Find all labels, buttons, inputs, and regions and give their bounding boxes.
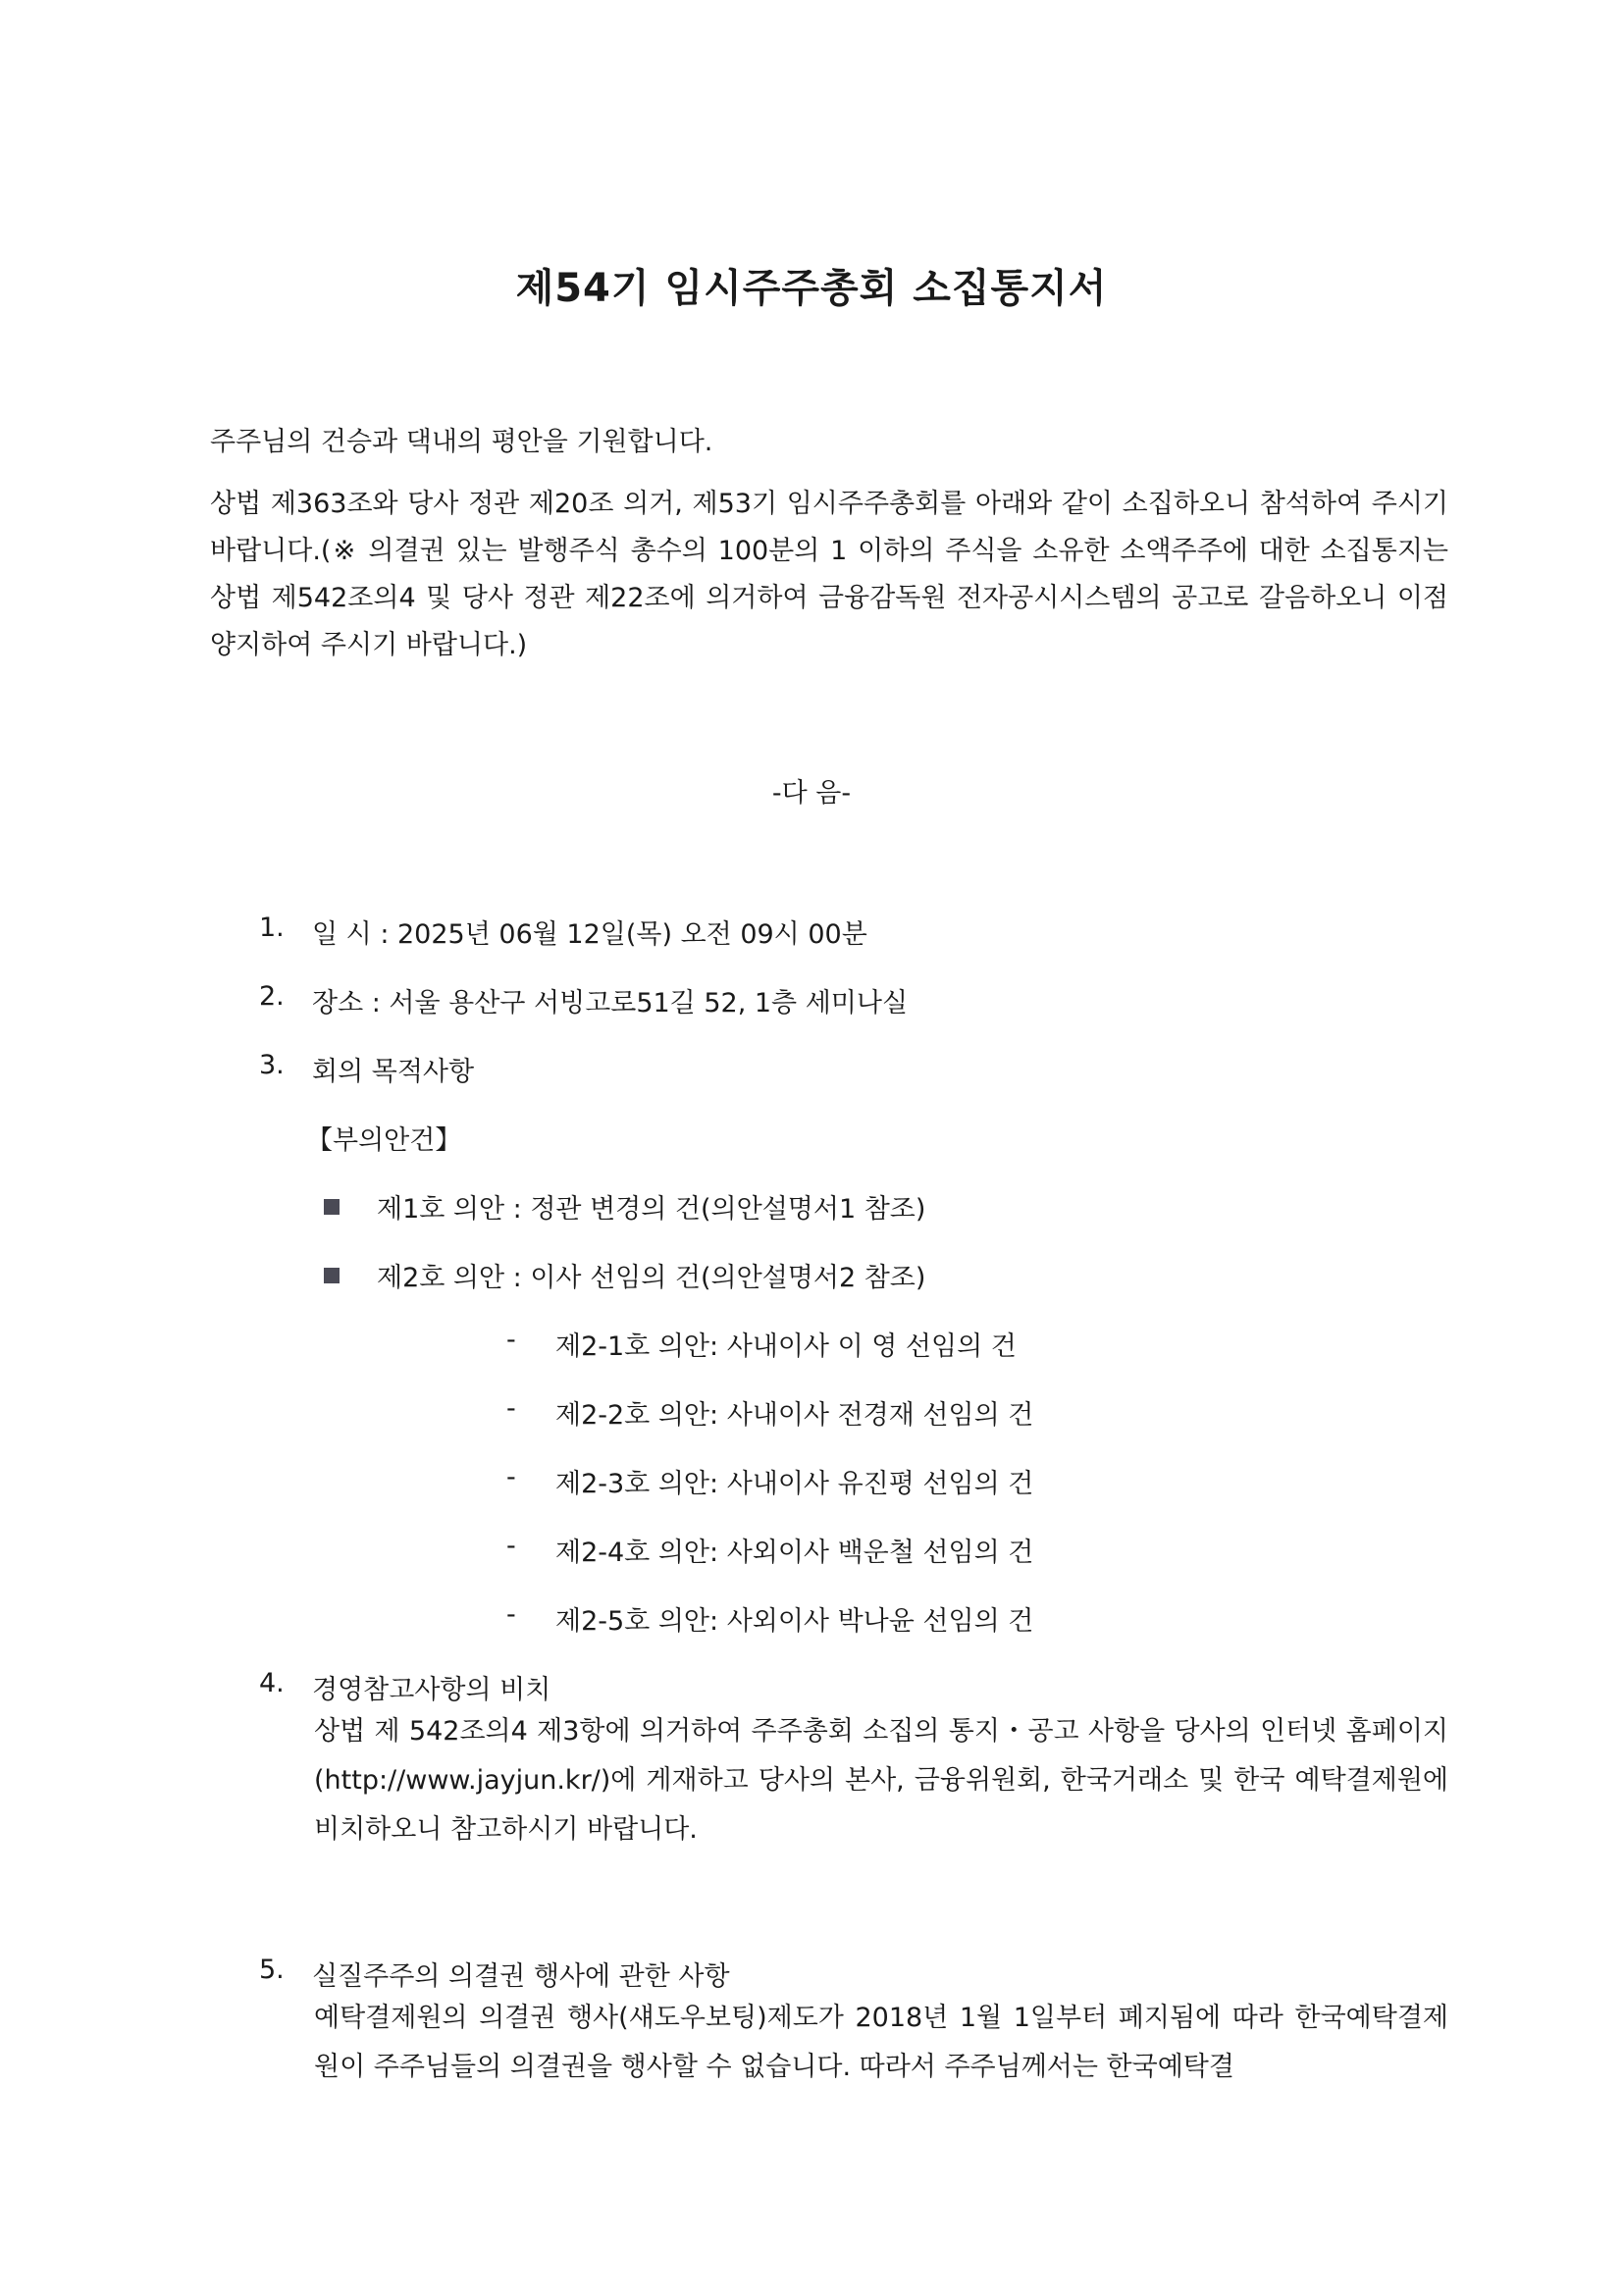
sub-item: 제2-2호 의안: 사내이사 전경재 선임의 건: [555, 1400, 1034, 1431]
intro-paragraph: 상법 제363조와 당사 정관 제20조 의거, 제53기 임시주주총회를 아래와 같이 소집하오니 참석하여 주시기 바랍니다.(※ 의결권 있는 발행주식 총수의 100분의 1 이하의 주식을 소유한 소액주주에 대한 소집통지는 상법 제542조의4 및 당사 정관 제22조에 의거하여 금융감독원 전자공시시스템의 공고로 갈음하오니 이점 양지하여 주시기 바랍니다.): [210, 489, 1448, 660]
sub-item-dash: -: [506, 1531, 516, 1561]
item-1-text: 일 시 : 2025년 06월 12일(목) 오전 09시 00분: [312, 919, 867, 950]
item-1-number: 1.: [259, 913, 285, 943]
item-3-number: 3.: [259, 1050, 285, 1080]
sub-item: 제2-3호 의안: 사내이사 유진평 선임의 건: [555, 1469, 1034, 1499]
page-title: 제54기 임시주주총회 소집통지서: [515, 266, 1108, 311]
item-2-number: 2.: [259, 981, 285, 1012]
sub-item-dash: -: [506, 1393, 516, 1424]
item-5-title: 실질주주의 의결권 행사에 관한 사항: [312, 1961, 730, 1992]
greeting-text: 주주님의 건승과 댁내의 평안을 기원합니다.: [210, 427, 713, 457]
sub-item: 제2-1호 의안: 사내이사 이 영 선임의 건: [555, 1331, 1017, 1362]
item-5-body: 예탁결제원의 의결권 행사(섀도우보팅)제도가 2018년 1월 1일부터 폐지됨에 따라 한국예탁결제원이 주주님들의 의결권을 행사할 수 없습니다. 따라서 주주님께서는 한국예탁결: [314, 2003, 1448, 2082]
item-2-text: 장소 : 서울 용산구 서빙고로51길 52, 1층 세미나실: [312, 988, 909, 1018]
sub-item: 제2-5호 의안: 사외이사 박나윤 선임의 건: [555, 1606, 1034, 1637]
agenda-header: 【부의안건】: [306, 1125, 462, 1156]
sub-item-dash: -: [506, 1325, 516, 1355]
square-bullet-icon: [324, 1199, 340, 1215]
next-heading: -다 음-: [771, 778, 852, 809]
item-3-text: 회의 목적사항: [312, 1057, 475, 1087]
item-4-title: 경영참고사항의 비치: [312, 1675, 551, 1705]
item-4-number: 4.: [259, 1668, 285, 1698]
sub-item-dash: -: [506, 1599, 516, 1630]
agenda-item-2: 제2호 의안 : 이사 선임의 건(의안설명서2 참조): [377, 1263, 926, 1293]
sub-item: 제2-4호 의안: 사외이사 백운철 선임의 건: [555, 1538, 1034, 1568]
agenda-item-1: 제1호 의안 : 정관 변경의 건(의안설명서1 참조): [377, 1194, 926, 1225]
item-4-body: 상법 제 542조의4 제3항에 의거하여 주주총회 소집의 통지・공고 사항을 당사의 인터넷 홈페이지(http://www.jayjun.kr/)에 게재하고 당사의 본사, 금융위원회, 한국거래소 및 한국 예탁결제원에 비치하오니 참고하시기 바랍니다.: [314, 1716, 1448, 1845]
square-bullet-icon: [324, 1268, 340, 1283]
item-5-number: 5.: [259, 1955, 285, 1985]
sub-item-dash: -: [506, 1462, 516, 1492]
